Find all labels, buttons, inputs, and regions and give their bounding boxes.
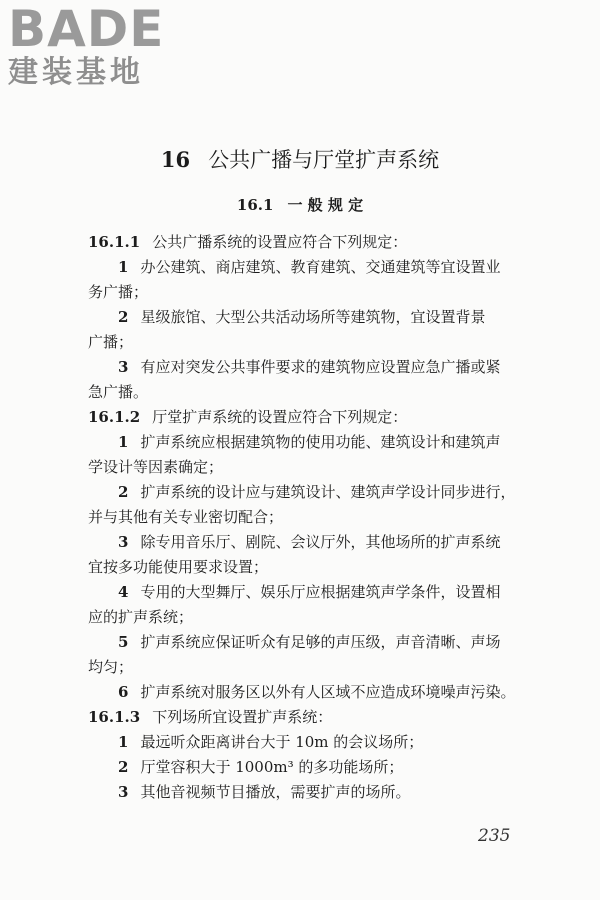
item-number: 3 xyxy=(118,358,129,376)
item-text: 厅堂容积大于 1000m³ 的多功能场所； xyxy=(140,758,404,776)
item-text: 急广播。 xyxy=(88,383,149,401)
document-body xyxy=(88,230,540,805)
item-text: 扩声系统应根据建筑物的使用功能、建筑设计和建筑声 xyxy=(140,433,501,451)
list-item xyxy=(88,355,540,380)
item-number: 5 xyxy=(118,633,129,651)
item-number: 1 xyxy=(118,258,129,276)
list-item xyxy=(88,730,540,755)
list-item xyxy=(88,530,540,555)
item-number: 2 xyxy=(118,758,129,776)
clause-heading xyxy=(88,405,540,430)
list-item xyxy=(88,305,540,330)
clause-text: 公共广播系统的设置应符合下列规定： xyxy=(152,233,408,251)
item-text: 专用的大型舞厅、娱乐厅应根据建筑声学条件，设置相 xyxy=(140,583,501,601)
list-item xyxy=(88,580,540,605)
list-item-continuation xyxy=(88,380,540,405)
section-number: 16.1 xyxy=(236,196,274,214)
item-number: 3 xyxy=(118,783,129,801)
item-number: 3 xyxy=(118,533,129,551)
chapter-number: 16 xyxy=(160,147,191,172)
item-number: 1 xyxy=(118,433,129,451)
chapter-title-text: 公共广播与厅堂扩声系统 xyxy=(208,148,440,172)
item-number: 2 xyxy=(118,483,129,501)
list-item xyxy=(88,255,540,280)
item-text: 扩声系统对服务区以外有人区域不应造成环境噪声污染。 xyxy=(140,683,516,701)
page-number: 235 xyxy=(478,826,511,846)
list-item xyxy=(88,430,540,455)
item-text: 广播； xyxy=(88,333,134,351)
item-text: 学设计等因素确定； xyxy=(88,458,224,476)
list-item-continuation xyxy=(88,330,540,355)
list-item xyxy=(88,680,540,705)
item-text: 办公建筑、商店建筑、教育建筑、交通建筑等宜设置业 xyxy=(140,258,501,276)
item-text: 其他音视频节目播放，需要扩声的场所。 xyxy=(140,783,411,801)
item-number: 4 xyxy=(118,583,129,601)
item-text: 扩声系统应保证听众有足够的声压级，声音清晰、声场 xyxy=(140,633,501,651)
list-item xyxy=(88,755,540,780)
list-item-continuation xyxy=(88,505,540,530)
item-text: 星级旅馆、大型公共活动场所等建筑物，宜设置背景 xyxy=(140,308,486,326)
clause-number: 16.1.2 xyxy=(88,408,141,426)
item-number: 1 xyxy=(118,733,129,751)
list-item-continuation xyxy=(88,455,540,480)
item-text: 除专用音乐厅、剧院、会议厅外，其他场所的扩声系统 xyxy=(140,533,501,551)
clause-number: 16.1.1 xyxy=(88,233,141,251)
section-title xyxy=(0,194,600,215)
list-item-continuation xyxy=(88,605,540,630)
item-text: 应的扩声系统； xyxy=(88,608,194,626)
list-item-continuation xyxy=(88,280,540,305)
item-number: 6 xyxy=(118,683,129,701)
list-item-continuation xyxy=(88,555,540,580)
item-text: 有应对突发公共事件要求的建筑物应设置应急广播或紧 xyxy=(140,358,501,376)
clause-text: 厅堂扩声系统的设置应符合下列规定： xyxy=(152,408,408,426)
item-text: 并与其他有关专业密切配合； xyxy=(88,508,284,526)
logo-wordmark: BADE xyxy=(8,0,165,58)
item-text: 均匀； xyxy=(88,658,134,676)
item-text: 宜按多功能使用要求设置； xyxy=(88,558,269,576)
list-item xyxy=(88,630,540,655)
item-number: 2 xyxy=(118,308,129,326)
list-item-continuation xyxy=(88,655,540,680)
item-text: 扩声系统的设计应与建筑设计、建筑声学设计同步进行， xyxy=(140,483,516,501)
item-text: 最远听众距离讲台大于 10m 的会议场所； xyxy=(140,733,424,751)
item-text: 务广播； xyxy=(88,283,149,301)
clause-text: 下列场所宜设置扩声系统： xyxy=(152,708,333,726)
list-item xyxy=(88,780,540,805)
list-item xyxy=(88,480,540,505)
section-title-text: 一 般 规 定 xyxy=(287,196,364,214)
clause-number: 16.1.3 xyxy=(88,708,141,726)
clause-heading xyxy=(88,705,540,730)
chapter-title xyxy=(0,144,600,174)
clause-heading xyxy=(88,230,540,255)
bade-logo xyxy=(8,0,178,90)
logo-subtitle: 建装基地 xyxy=(8,55,144,90)
